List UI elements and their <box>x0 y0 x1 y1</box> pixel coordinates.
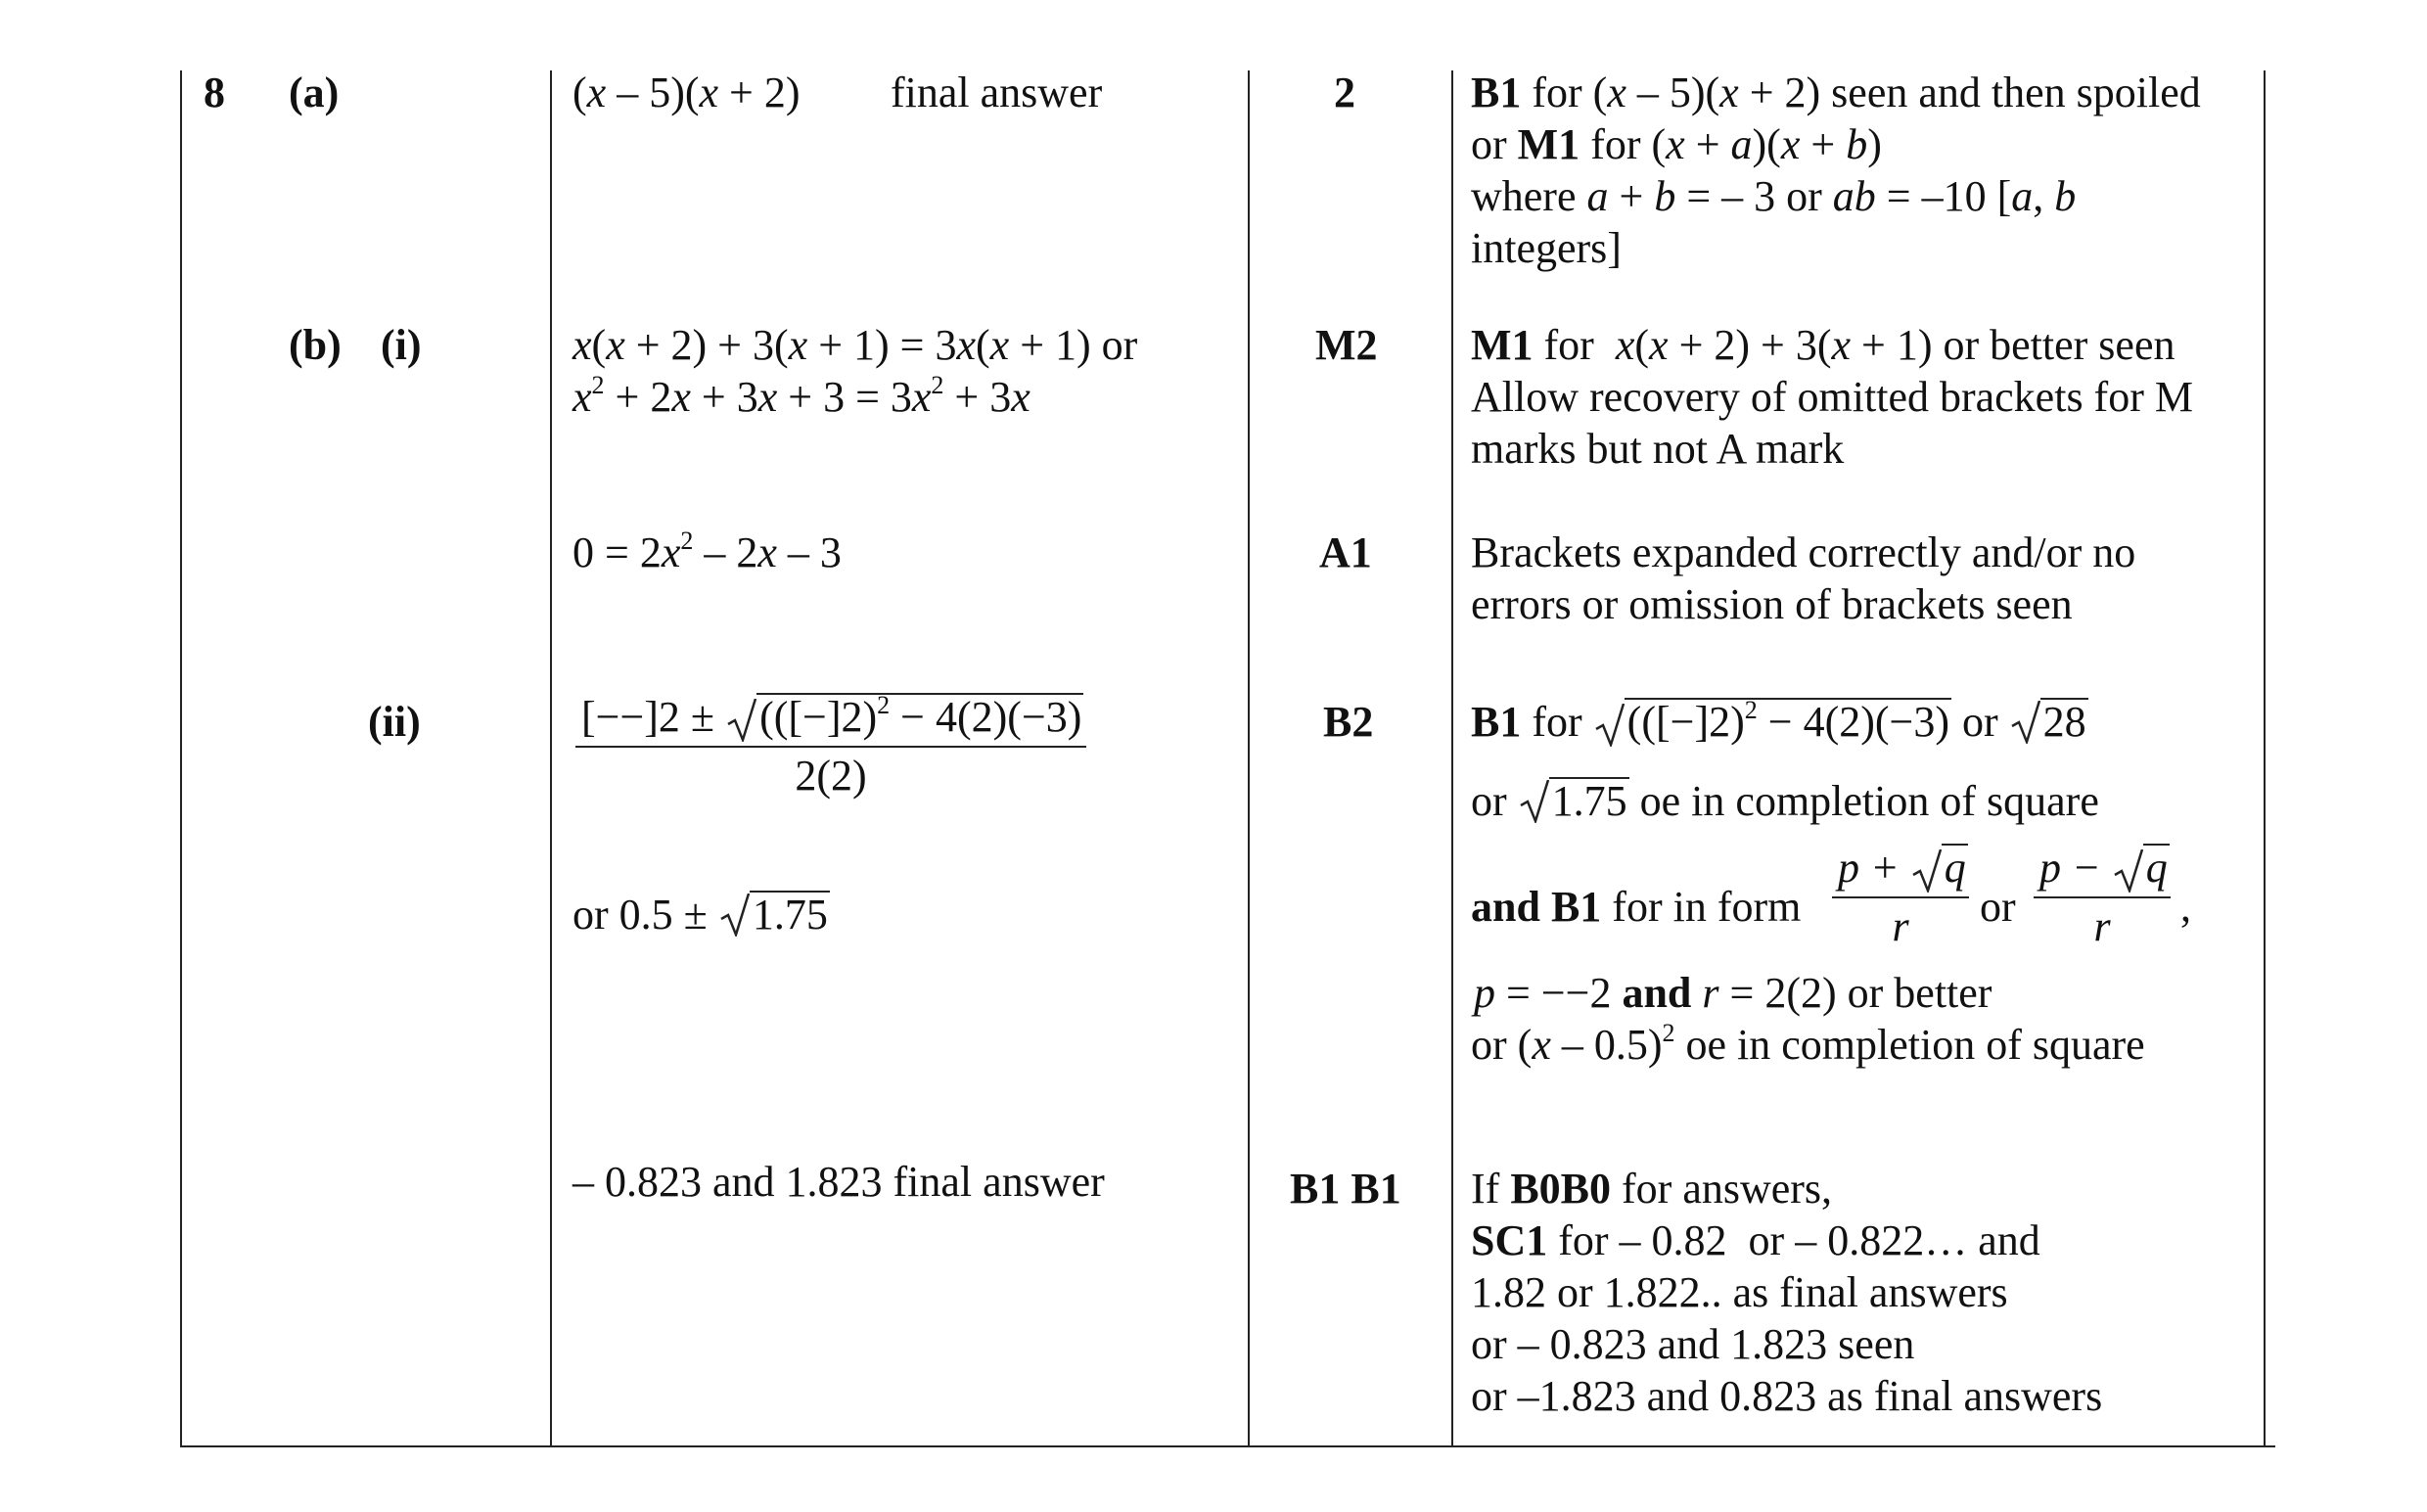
sqrt-icon: q <box>1912 840 1968 896</box>
guidance-bii2-line4: or – 0.823 and 1.823 seen <box>1471 1320 1915 1368</box>
answer-a-note: final answer <box>891 69 1103 116</box>
table-left-border <box>180 70 182 1446</box>
guidance-bi-line3: marks but not A mark <box>1471 425 1845 473</box>
sqrt-icon: 28 <box>2011 696 2088 748</box>
answer-a-expression: (x – 5)(x + 2) <box>572 69 801 116</box>
guidance-bii2-line1: If B0B0 for answers, <box>1471 1165 1833 1213</box>
guidance-bii-line2: or 1.75 oe in completion of square <box>1471 777 2099 825</box>
sqrt-icon: 1.75 <box>1520 775 1629 827</box>
guidance-bii-line3: and B1 for in form <box>1471 883 1802 931</box>
question-number: 8 <box>204 69 225 116</box>
guidance-bii-line1: B1 for ($([-]2)^2 - 4(2)(-3)$ or 28 <box>1471 696 2088 751</box>
guidance-bii-or: or <box>1980 883 2016 931</box>
fraction-denominator: 2(2) <box>795 752 867 800</box>
guidance-bi-line1: M1 for x(x + 2) + 3(x + 1) or better seen <box>1471 321 2175 369</box>
column-divider-answer <box>550 70 552 1446</box>
answer-bi-equation: $0 = 2x^2 - 2x - 3$ <box>572 527 842 576</box>
guidance-bi2-line2: errors or omission of brackets seen <box>1471 580 2073 628</box>
fraction-numerator: [−−]2 ± ($([-]2)^2 - 4(2)(-3)$ <box>575 689 1086 748</box>
part-a-label: (a) <box>289 69 340 116</box>
answer-bi-line1: x(x + 2) + 3(x + 1) = 3x(x + 1) or <box>572 321 1138 369</box>
answer-bii-final: – 0.823 and 1.823 final answer <box>572 1158 1105 1206</box>
guidance-a-line4: integers] <box>1471 224 1622 272</box>
quadratic-formula-fraction <box>575 689 1086 804</box>
sub-i-label: (i) <box>381 321 422 369</box>
mark-bi-m2: M2 <box>1315 321 1378 369</box>
part-b-label: (b) <box>289 321 342 369</box>
mark-bii-b1b1: B1 B1 <box>1290 1165 1401 1213</box>
sub-ii-label: (ii) <box>368 698 421 746</box>
guidance-bii-line4: p = −−2 and r = 2(2) or better <box>1474 969 1992 1017</box>
guidance-bii2-line5: or –1.823 and 0.823 as final answers <box>1471 1372 2103 1420</box>
guidance-bii-line5: or (x – 0.5)$^2$ oe in completion of square <box>1471 1019 2145 1069</box>
guidance-bi-line2: Allow recovery of omitted brackets for M <box>1471 373 2193 421</box>
guidance-bii2-line2: SC1 for – 0.82 or – 0.822… and <box>1471 1216 2040 1264</box>
guidance-a-line3: where a + b = – 3 or ab = –10 [a, b <box>1471 172 2077 220</box>
answer-bii-alt: or 0.5 ± 1.75 <box>572 891 828 939</box>
guidance-bi2-line1: Brackets expanded correctly and/or no <box>1471 528 2136 576</box>
form-fraction-minus: p − q r <box>2034 840 2171 955</box>
column-divider-mark <box>1248 70 1250 1446</box>
sqrt-icon: q <box>2114 840 2170 896</box>
table-right-border <box>2264 70 2266 1446</box>
form-fraction-plus: p + q r <box>1832 840 1969 955</box>
guidance-bii2-line3: 1.82 or 1.822.. as final answers <box>1471 1268 2008 1316</box>
column-divider-guidance <box>1451 70 1453 1446</box>
answer-bi-line2: $x^2 + 2x + 3x + 3 = 3x^2 + 3x$ <box>572 371 1030 421</box>
guidance-a-line2: or M1 for (x + a)(x + b) <box>1471 120 1882 168</box>
sqrt-icon: ($([-]2)^2 - 4(2)(-3)$ <box>1595 696 1951 751</box>
mark-a: 2 <box>1334 69 1355 116</box>
sqrt-icon: 1.75 <box>720 889 830 940</box>
mark-bi-a1: A1 <box>1319 528 1372 576</box>
guidance-bii-comma: , <box>2180 883 2191 931</box>
mark-bii-b2: B2 <box>1323 698 1374 746</box>
guidance-a-line1: B1 for (x – 5)(x + 2) seen and then spoiled <box>1471 69 2201 116</box>
sqrt-icon: ($([-]2)^2 - 4(2)(-3)$ <box>727 689 1083 746</box>
table-bottom-border <box>180 1445 2275 1447</box>
